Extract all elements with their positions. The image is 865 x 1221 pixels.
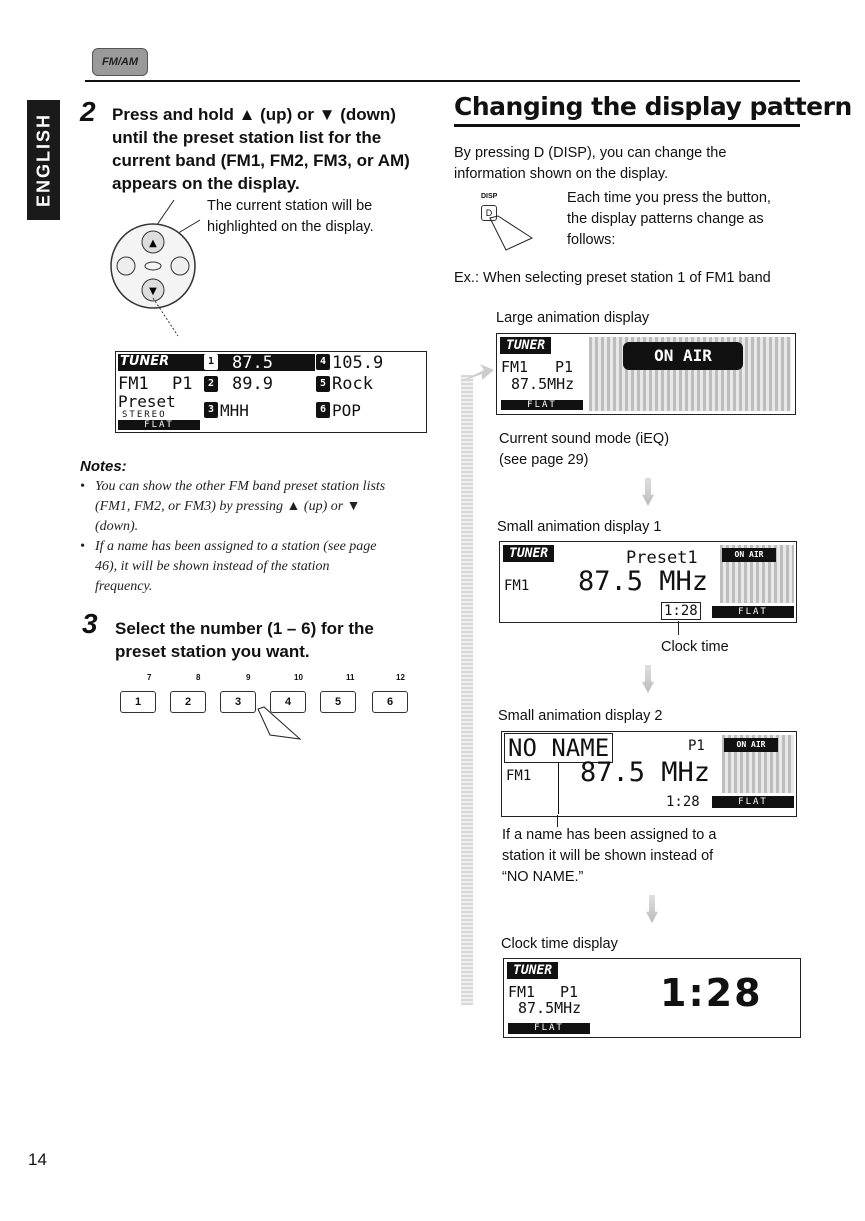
- button-small-number: 12: [396, 673, 405, 682]
- each-line: follows:: [567, 232, 616, 248]
- sound-mode-bar: [712, 606, 794, 618]
- tuner-label: TUNER: [120, 354, 170, 369]
- clock-time-display: [503, 958, 801, 1038]
- step-2-instruction: [112, 103, 442, 195]
- flow-arrow-icon: [456, 360, 496, 388]
- preset-chip: 6: [316, 402, 330, 418]
- note-line: If a name has been assigned to a station (see page: [95, 539, 377, 554]
- intro-line: By pressing D (DISP), you can change the: [454, 145, 727, 161]
- step-3-line: preset station you want.: [115, 642, 310, 661]
- preset-chip: 4: [316, 354, 330, 370]
- note-line: (FM1, FM2, or FM3) by pressing ▲ (up) or ▼: [95, 499, 361, 514]
- preset-button-6[interactable]: 6: [372, 691, 408, 713]
- preset-value: 105.9: [332, 353, 384, 373]
- bullet: •: [80, 479, 85, 494]
- language-tab: [27, 100, 60, 220]
- down-arrow-icon: [646, 895, 658, 923]
- preset-button-4[interactable]: 4: [270, 691, 306, 713]
- button-small-number: 7: [147, 673, 152, 682]
- callout-line: [558, 762, 559, 814]
- preset-button-3[interactable]: 3: [220, 691, 256, 713]
- clock-time: 1:28: [666, 794, 700, 810]
- button-small-number: 11: [346, 673, 355, 682]
- disp-label: DISP: [481, 193, 498, 200]
- frequency: 87.5 MHz: [580, 757, 711, 788]
- small2-title: Small animation display 2: [498, 708, 663, 724]
- preset-button-2[interactable]: 2: [170, 691, 206, 713]
- step-2-desc-line: highlighted on the display.: [207, 219, 374, 235]
- page-number: 14: [28, 1150, 47, 1169]
- preset-chip: 1: [204, 354, 218, 370]
- preset-label: P1: [688, 738, 705, 754]
- preset-number: P1: [555, 358, 574, 376]
- preset-chip: 3: [204, 402, 218, 418]
- mode-label: Preset: [118, 392, 176, 411]
- preset-list-display: [115, 351, 427, 433]
- band-label: FM1: [508, 983, 536, 1001]
- clock-display-title: Clock time display: [501, 936, 618, 952]
- control-pad-icon: [108, 198, 208, 338]
- preset-button-5[interactable]: 5: [320, 691, 356, 713]
- small1-title: Small animation display 1: [497, 519, 662, 535]
- sound-mode-label: FLAT: [534, 1023, 564, 1033]
- frequency: 87.5 MHz: [578, 566, 709, 597]
- note-line: frequency.: [95, 579, 153, 594]
- fm-am-button-icon: FM/AM: [92, 48, 148, 76]
- caption-line: “NO NAME.”: [502, 869, 584, 885]
- step-2-number: 2: [80, 96, 96, 127]
- step-2-description: [207, 196, 374, 238]
- sound-mode-label: FLAT: [738, 607, 768, 617]
- step-3-line: Select the number (1 – 6) for the: [115, 619, 374, 638]
- large-caption: [499, 429, 669, 471]
- example-text: Ex.: When selecting preset station 1 of FM1 band: [454, 270, 771, 286]
- preset-value: POP: [332, 401, 361, 420]
- step-2-desc-line: The current station will be: [207, 198, 373, 214]
- button-small-number: 8: [196, 673, 201, 682]
- finger-press-icon: [488, 214, 538, 254]
- preset-button-1[interactable]: 1: [120, 691, 156, 713]
- step-2-line: Press and hold ▲ (up) or ▼ (down): [112, 105, 396, 124]
- caption-line: station it will be shown instead of: [502, 848, 714, 864]
- sound-mode-bar: [118, 420, 200, 430]
- sound-mode-bar: [712, 796, 794, 808]
- preset-number: P1: [560, 983, 579, 1001]
- sound-mode-label: FLAT: [144, 420, 174, 430]
- finger-press-icon: [250, 705, 310, 741]
- large-clock: 1:28: [660, 971, 763, 1015]
- band-label: FM1: [504, 578, 530, 594]
- small1-caption: Clock time: [661, 639, 729, 655]
- preset-label: Preset1: [626, 548, 698, 568]
- large-animation-title: Large animation display: [496, 310, 650, 326]
- preset-chip: 5: [316, 376, 330, 392]
- down-arrow-icon: [642, 665, 654, 693]
- notes-list: [80, 477, 440, 597]
- disp-button[interactable]: D: [481, 205, 497, 221]
- caption-line: (see page 29): [499, 452, 589, 468]
- sound-mode-label: FLAT: [738, 797, 768, 807]
- intro-line: information shown on the display.: [454, 166, 669, 182]
- tuner-label: TUNER: [507, 962, 558, 979]
- frequency: 87.5MHz: [518, 999, 582, 1017]
- tuner-label: TUNER: [500, 337, 551, 354]
- on-air-sign: ON AIR: [724, 738, 778, 752]
- frequency: 87.5MHz: [511, 375, 575, 393]
- note-line: (down).: [95, 519, 139, 534]
- button-small-number: 9: [246, 673, 251, 682]
- step-2-line: current band (FM1, FM2, FM3, or AM): [112, 151, 410, 170]
- small-animation-display-2: [501, 731, 797, 817]
- preset-value: 89.9: [232, 374, 273, 394]
- sound-mode-label: FLAT: [527, 400, 557, 410]
- sound-mode-bar: [501, 400, 583, 410]
- svg-text:▲: ▲: [149, 238, 157, 249]
- intro-text: [454, 143, 726, 185]
- note-line: 46), it will be shown instead of the station: [95, 559, 330, 574]
- band-label: FM1: [118, 374, 149, 394]
- notes-title: Notes:: [80, 458, 127, 475]
- on-air-sign: ON AIR: [722, 548, 776, 562]
- step-3-instruction: [115, 617, 445, 663]
- each-time-text: [567, 188, 771, 251]
- caption-line: If a name has been assigned to a: [502, 827, 717, 843]
- small2-caption: [502, 825, 716, 888]
- small-animation-display-1: [499, 541, 797, 623]
- preset-number: P1: [172, 374, 193, 394]
- large-animation-display: [496, 333, 796, 415]
- each-line: the display patterns change as: [567, 211, 764, 227]
- bullet: •: [80, 539, 85, 554]
- down-arrow-icon: [642, 478, 654, 506]
- note-item: [80, 537, 440, 597]
- step-2-line: until the preset station list for the: [112, 128, 382, 147]
- step-3-number: 3: [82, 608, 98, 639]
- sound-mode-bar: [508, 1023, 590, 1034]
- note-line: You can show the other FM band preset station lists: [95, 479, 386, 494]
- section-heading: Changing the display pattern: [454, 92, 852, 121]
- heading-rule: [454, 124, 800, 127]
- step-2-line: appears on the display.: [112, 174, 300, 193]
- svg-text:▼: ▼: [149, 286, 157, 297]
- button-small-number: 10: [294, 673, 303, 682]
- each-line: Each time you press the button,: [567, 190, 771, 206]
- callout-line: [678, 621, 679, 635]
- preset-buttons-illustration: [110, 673, 420, 743]
- preset-value: MHH: [220, 401, 249, 420]
- stereo-indicator: STEREO: [122, 410, 167, 420]
- preset-value: Rock: [332, 374, 373, 394]
- preset-chip: 2: [204, 376, 218, 392]
- station-name: NO NAME: [504, 733, 613, 763]
- header-rule: [85, 80, 800, 82]
- caption-line: Current sound mode (iEQ): [499, 431, 670, 447]
- tuner-label: TUNER: [503, 545, 554, 562]
- note-item: [80, 477, 440, 537]
- language-tab-label: ENGLISH: [33, 112, 53, 208]
- preset-value: 87.5: [232, 353, 273, 373]
- on-air-sign: ON AIR: [623, 342, 743, 370]
- band-label: FM1: [506, 768, 532, 784]
- clock-time: 1:28: [661, 602, 701, 620]
- cycle-flow-bar: [461, 375, 473, 1005]
- band-label: FM1: [501, 358, 529, 376]
